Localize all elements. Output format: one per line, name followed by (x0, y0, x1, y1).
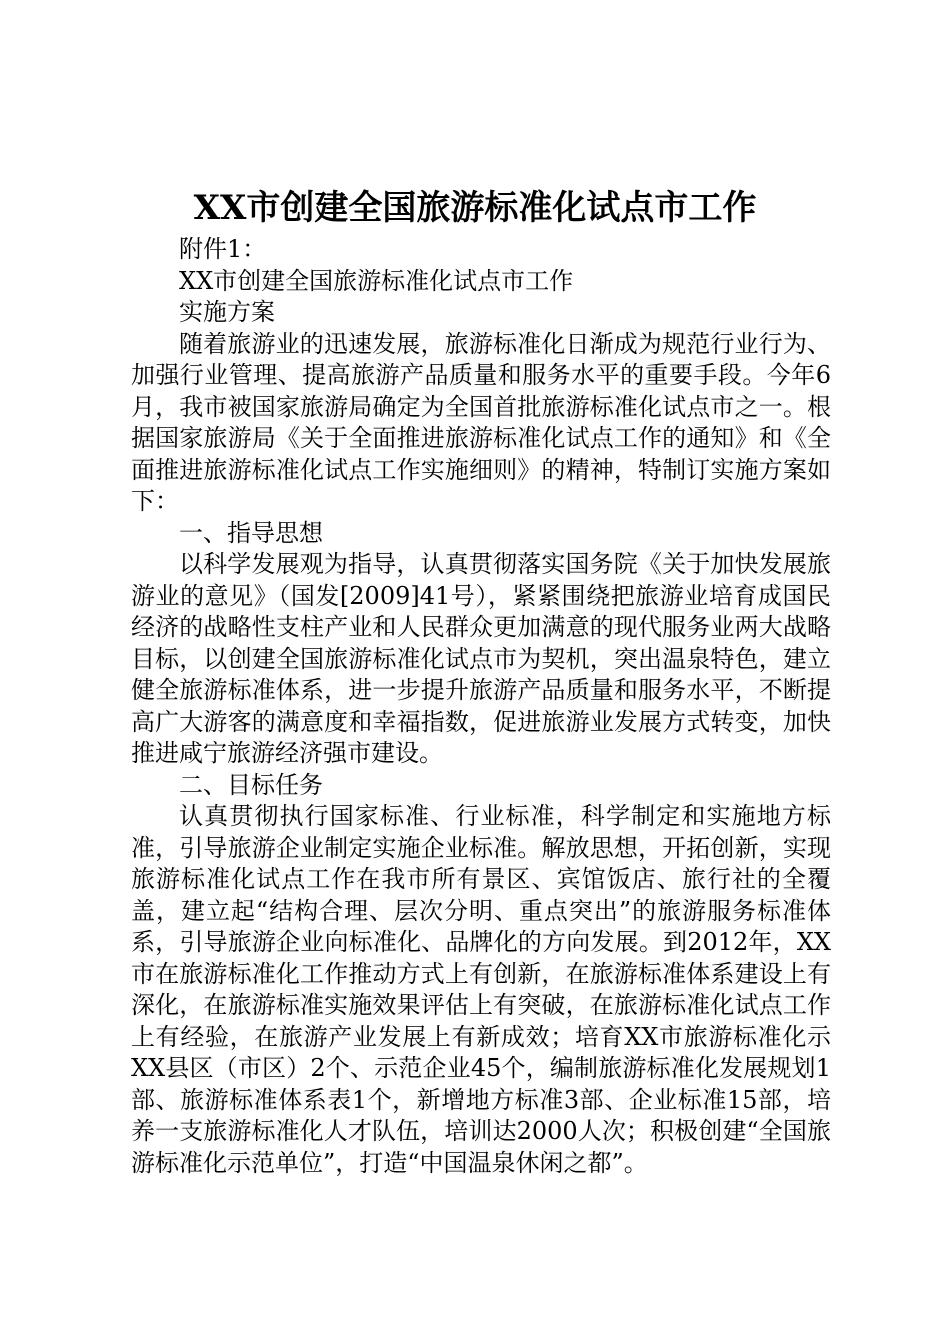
intro-paragraph: 随着旅游业的迅速发展，旅游标准化日渐成为规范行业行为、加强行业管理、提高旅游产品质量和服务水平的重要手段。今年6月，我市被国家旅游局确定为全国首批旅游标准化试点市之一。根据国家旅游局《关于全面推进旅游标准化试点工作的通知》和《全面推进旅游标准化试点工作实施细则》的精神，特制订实施方案如下： (131, 329, 831, 515)
document-body (131, 234, 831, 1179)
attachment-label: 附件1： (179, 235, 267, 263)
document-title: XX市创建全国旅游标准化试点市工作 (193, 188, 757, 228)
section-heading-goals: 二、目标任务 (179, 770, 323, 799)
section-heading-guiding-ideology: 一、指导思想 (179, 518, 323, 547)
plan-subtitle: XX市创建全国旅游标准化试点市工作 (179, 266, 574, 295)
plan-subtitle-line2: 实施方案 (179, 298, 275, 326)
guiding-ideology-paragraph: 以科学发展观为指导，认真贯彻落实国务院《关于加快发展旅游业的意见》（国发[2009]41号），紧紧围绕把旅游业培育成国民经济的战略性支柱产业和人民群众更加满意的现代服务业两大战略目标，以创建全国旅游标准化试点市为契机，突出温泉特色，建立健全旅游标准体系，进一步提升旅游产品质量和服务水平，不断提高广大游客的满意度和幸福指数，促进旅游业发展方式转变，加快推进咸宁旅游经济强市建设。 (131, 550, 831, 767)
goals-paragraph: 认真贯彻执行国家标准、行业标准，科学制定和实施地方标准，引导旅游企业制定实施企业标准。解放思想，开拓创新，实现旅游标准化试点工作在我市所有景区、宾馆饭店、旅行社的全覆盖，建立起“结构合理、层次分明、重点突出”的旅游服务标准体系，引导旅游企业向标准化、品牌化的方向发展。到2012年，XX市在旅游标准化工作推动方式上有创新，在旅游标准体系建设上有深化，在旅游标准实施效果评估上有突破，在旅游标准化试点工作上有经验，在旅游产业发展上有新成效；培育XX市旅游标准化示XX县区（市区）2个、示范企业45个，编制旅游标准化发展规划1部、旅游标准体系表1个，新增地方标准3部、企业标准15部，培养一支旅游标准化人才队伍，培训达2000人次；积极创建“全国旅游标准化示范单位”，打造“中国温泉休闲之都”。 (131, 802, 831, 1177)
